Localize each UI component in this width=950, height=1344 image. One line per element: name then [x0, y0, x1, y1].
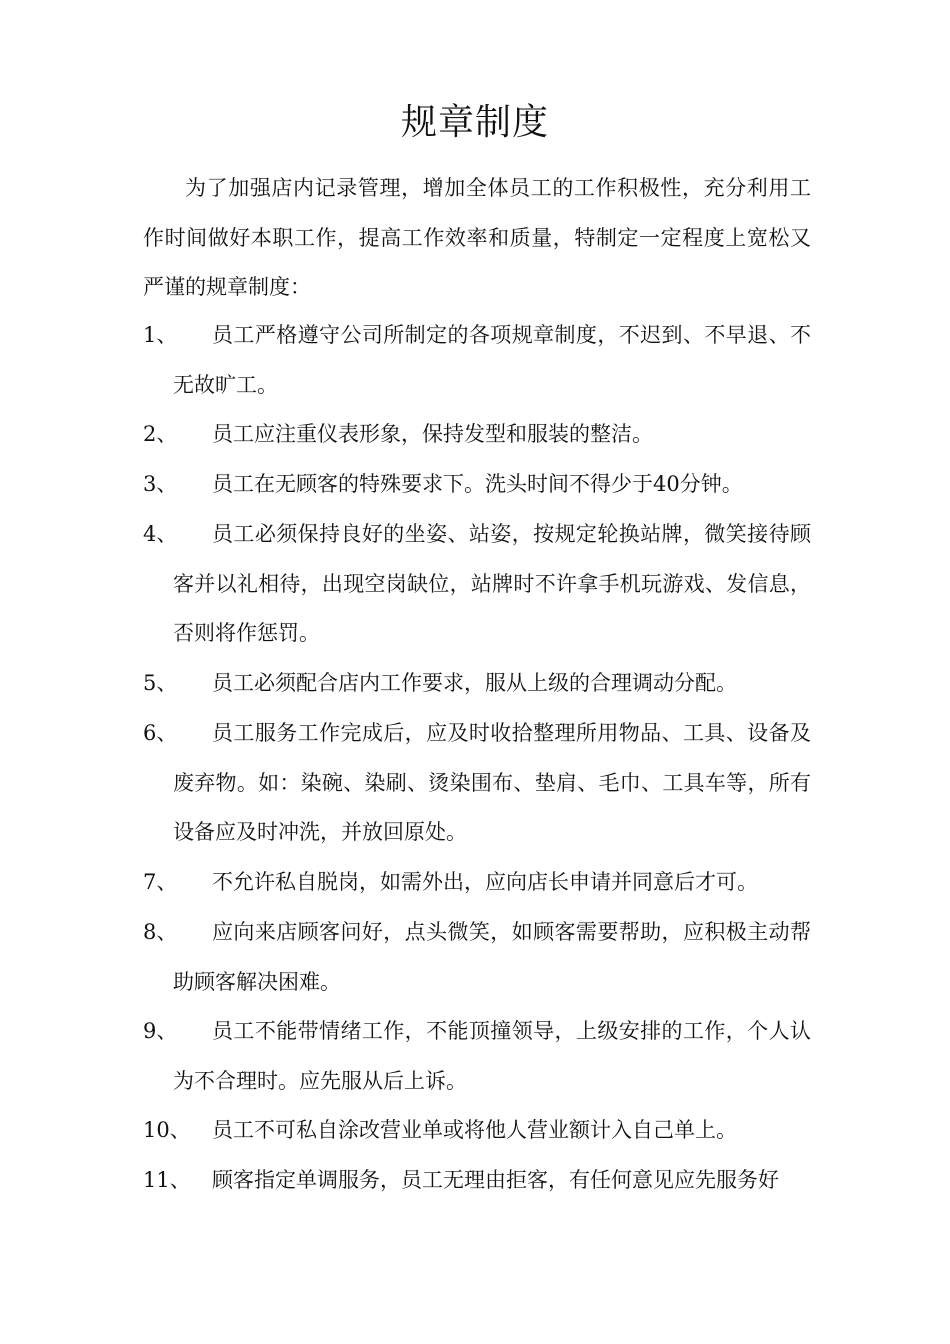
rule-number: 11、	[143, 1168, 191, 1192]
rule-number: 4、	[143, 522, 178, 546]
page-title: 规章制度	[400, 102, 549, 143]
rule-text: 员工不能带情绪工作，不能顶撞领导，上级安排的工作，个人认为不合理时。应先服从后上诉。	[173, 1019, 811, 1093]
intro-paragraph: 为了加强店内记录管理，增加全体员工的工作积极性，充分利用工作时间做好本职工作，提高工作效率和质量，特制定一定程度上宽松又严谨的规章制度：	[143, 176, 811, 299]
rule-number: 5、	[143, 671, 178, 695]
rule-number: 1、	[143, 323, 178, 347]
rule-text: 员工严格遵守公司所制定的各项规章制度，不迟到、不早退、不无故旷工。	[173, 323, 811, 397]
rule-number: 9、	[143, 1019, 178, 1043]
rule-item	[143, 659, 811, 709]
rule-number: 6、	[143, 721, 178, 745]
rule-text: 员工必须保持良好的坐姿、站姿，按规定轮换站牌，微笑接待顾客并以礼相待，出现空岗缺位，站牌时不许拿手机玩游戏、发信息，否则将作惩罚。	[173, 522, 811, 645]
rule-number: 10、	[143, 1118, 191, 1142]
rule-text: 员工必须配合店内工作要求，服从上级的合理调动分配。	[212, 671, 737, 695]
rule-item	[143, 1156, 811, 1206]
rule-text: 不允许私自脱岗，如需外出，应向店长申请并同意后才可。	[212, 870, 758, 894]
rule-item	[143, 460, 811, 510]
rule-number: 2、	[143, 422, 178, 446]
rule-item	[143, 858, 811, 908]
rule-text: 员工应注重仪表形象，保持发型和服装的整洁。	[212, 422, 653, 446]
rule-text: 顾客指定单调服务，员工无理由拒客，有任何意见应先服务好	[212, 1168, 779, 1192]
rule-item	[143, 908, 811, 1007]
rule-text: 应向来店顾客问好，点头微笑，如顾客需要帮助，应积极主动帮助顾客解决困难。	[173, 920, 811, 994]
rule-number: 3、	[143, 472, 178, 496]
rule-item	[143, 1106, 811, 1156]
rule-number: 7、	[143, 870, 178, 894]
rule-item	[143, 311, 811, 410]
rule-text: 员工不可私自涂改营业单或将他人营业额计入自己单上。	[212, 1118, 737, 1142]
rule-item	[143, 709, 811, 858]
rule-text: 员工服务工作完成后，应及时收拾整理所用物品、工具、设备及废弃物。如：染碗、染刷、烫染围布、垫肩、毛巾、工具车等，所有设备应及时冲洗，并放回原处。	[173, 721, 811, 844]
rule-number: 8、	[143, 920, 178, 944]
rule-item	[143, 1007, 811, 1106]
rule-item	[143, 410, 811, 460]
rule-text: 员工在无顾客的特殊要求下。洗头时间不得少于40分钟。	[212, 472, 743, 496]
rule-item	[143, 510, 811, 659]
